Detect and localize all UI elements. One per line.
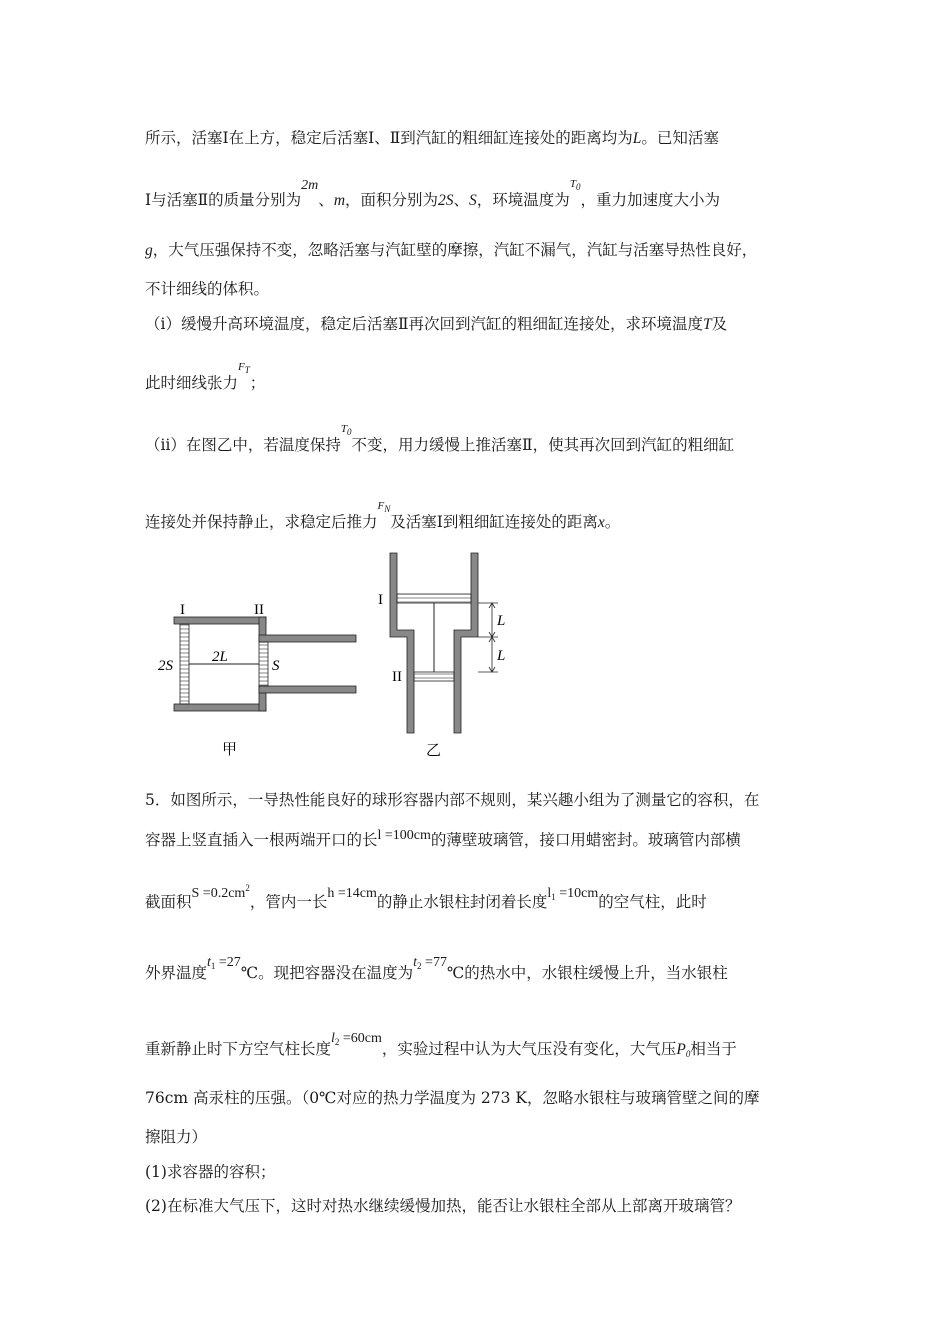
yi-label-L1: L xyxy=(497,613,506,629)
text: ℃。现把容器没在温度为 xyxy=(240,964,414,982)
text: 不计细线的体积。 xyxy=(145,280,270,298)
text: 76cm 高汞柱的压强。（0℃对应的热力学温度为 273 K，忽略水银柱与玻璃管壁之间的摩 xyxy=(145,1089,760,1107)
var-P0: $P_0$ xyxy=(676,1041,691,1059)
text: ，管内一长 xyxy=(249,893,328,911)
figure-jia xyxy=(150,595,370,765)
eq-l1: $l_1 =10cm$ xyxy=(547,886,599,902)
jia-label-2L: 2L xyxy=(212,649,228,665)
text: 擦阻力） xyxy=(145,1128,208,1146)
text: 容器上竖直插入一根两端开口的长 xyxy=(145,831,378,849)
text: （ⅰ）缓慢升高环境温度，稳定后活塞Ⅱ再次回到汽缸的粗细缸连接处，求环境温度 xyxy=(145,315,703,333)
text: 外界温度 xyxy=(145,964,208,982)
yi-label-L2: L xyxy=(497,648,506,664)
text: 相当于 xyxy=(690,1040,737,1058)
text: （ⅱ）在图乙中，若温度保持 xyxy=(145,436,341,454)
text: (2)在标准大气压下，这时对热水继续缓慢加热，能否让水银柱全部从上部离开玻璃管？ xyxy=(145,1197,741,1215)
text: 及活塞Ⅰ到粗细缸连接处的距离 xyxy=(390,513,598,531)
eq-h: h =14cm xyxy=(327,886,377,901)
yi-label-II: II xyxy=(392,669,402,685)
jia-caption: 甲 xyxy=(222,740,238,758)
text: 。 xyxy=(604,513,621,531)
var-L: L xyxy=(632,130,642,147)
text: ℃的热水中，水银柱缓慢上升，当水银柱 xyxy=(446,964,728,982)
jia-label-I: I xyxy=(180,602,185,618)
var-2S: 2S xyxy=(438,192,454,209)
text: ，实验过程中认为大气压没有变化，大气压 xyxy=(381,1040,677,1058)
text: Ⅰ与活塞Ⅱ的质量分别为 xyxy=(145,191,302,209)
text: 及 xyxy=(711,315,728,333)
p5-line-7 xyxy=(145,1127,207,1147)
p5-line-1 xyxy=(145,790,759,810)
p5-line-4 xyxy=(145,955,728,988)
text: 、 xyxy=(453,191,470,209)
yi-piston-II xyxy=(414,672,454,681)
p5-line-3 xyxy=(145,883,707,917)
jia-bottom-wall xyxy=(174,704,266,711)
var-T0: T0 xyxy=(569,178,581,192)
yi-right-wall xyxy=(454,553,478,733)
p4-line-4 xyxy=(145,279,269,299)
text: 、 xyxy=(318,191,334,209)
p5-line-6 xyxy=(145,1088,760,1108)
yi-piston-I xyxy=(397,594,471,603)
jia-label-II: II xyxy=(254,602,264,618)
eq-t1: $t_1 =27$ xyxy=(207,955,241,971)
text: 连接处并保持静止，求稳定后推力 xyxy=(145,513,378,531)
jia-label-2S: 2S xyxy=(158,658,173,674)
yi-label-I: I xyxy=(378,592,383,608)
p4-line-5 xyxy=(145,314,727,335)
text: 的静止水银柱封闭着长度 xyxy=(376,893,548,911)
text: 此时细线张力 xyxy=(145,374,239,392)
text: ； xyxy=(249,374,266,392)
text: 的空气柱，此时 xyxy=(598,893,707,911)
yi-caption: 乙 xyxy=(426,741,442,759)
text: ，环境温度为 xyxy=(476,191,570,209)
jia-label-S: S xyxy=(272,658,280,674)
var-S: S xyxy=(469,192,477,209)
var-T0: T0 xyxy=(340,423,352,437)
text: 所示，活塞Ⅰ在上方，稳定后活塞Ⅰ、Ⅱ到汽缸的粗细缸连接处的距离均为 xyxy=(145,129,633,147)
eq-l: l =100cm xyxy=(377,828,431,843)
text: 的薄壁玻璃管，接口用蜡密封。玻璃管内部横 xyxy=(430,831,741,849)
text: 。已知活塞 xyxy=(641,129,719,147)
text: (1)求容器的容积； xyxy=(145,1163,276,1181)
var-FT: FT xyxy=(238,361,250,375)
var-x: x xyxy=(597,514,605,531)
p5-line-2 xyxy=(145,830,741,852)
var-T: T xyxy=(703,316,712,333)
var-g: g xyxy=(145,242,153,259)
text: ，面积分别为 xyxy=(345,191,439,209)
jia-piston-I xyxy=(180,624,189,704)
p4-line-1 xyxy=(145,128,719,149)
p4-line-7 xyxy=(145,423,735,460)
text: ，大气压强保持不变，忽略活塞与汽缸壁的摩擦，汽缸不漏气，汽缸与活塞导热性良好， xyxy=(152,241,758,259)
p4-line-2 xyxy=(145,178,720,215)
p4-line-6 xyxy=(145,361,266,398)
var-2m: 2m xyxy=(301,178,319,193)
var-FN: FN xyxy=(377,500,391,514)
p4-line-3 xyxy=(145,240,757,261)
p4-line-8 xyxy=(145,500,621,537)
text: 不变，用力缓慢上推活塞Ⅱ，使其再次回到汽缸的粗细缸 xyxy=(351,436,735,454)
text: 截面积 xyxy=(145,893,192,911)
jia-narrow-top xyxy=(259,635,356,642)
eq-t2: $t_2 =77$ xyxy=(413,955,447,971)
jia-top-wall xyxy=(174,617,266,624)
jia-piston-II xyxy=(259,642,268,686)
eq-S: $S =0.2cm^2$ xyxy=(191,883,250,901)
text: 5．如图所示，一导热性能良好的球形容器内部不规则，某兴趣小组为了测量它的容积，在 xyxy=(145,791,760,809)
yi-left-wall xyxy=(390,553,414,733)
p5-question-1 xyxy=(145,1162,275,1182)
jia-narrow-bottom xyxy=(259,686,356,693)
text: 重新静止时下方空气柱长度 xyxy=(145,1040,332,1058)
p5-line-5 xyxy=(145,1031,737,1064)
text: ，重力加速度大小为 xyxy=(580,191,720,209)
figure-yi xyxy=(370,548,530,763)
p5-question-2 xyxy=(145,1196,740,1216)
var-m: m xyxy=(333,192,346,209)
eq-l2: $l_2 =60cm$ xyxy=(331,1031,382,1047)
